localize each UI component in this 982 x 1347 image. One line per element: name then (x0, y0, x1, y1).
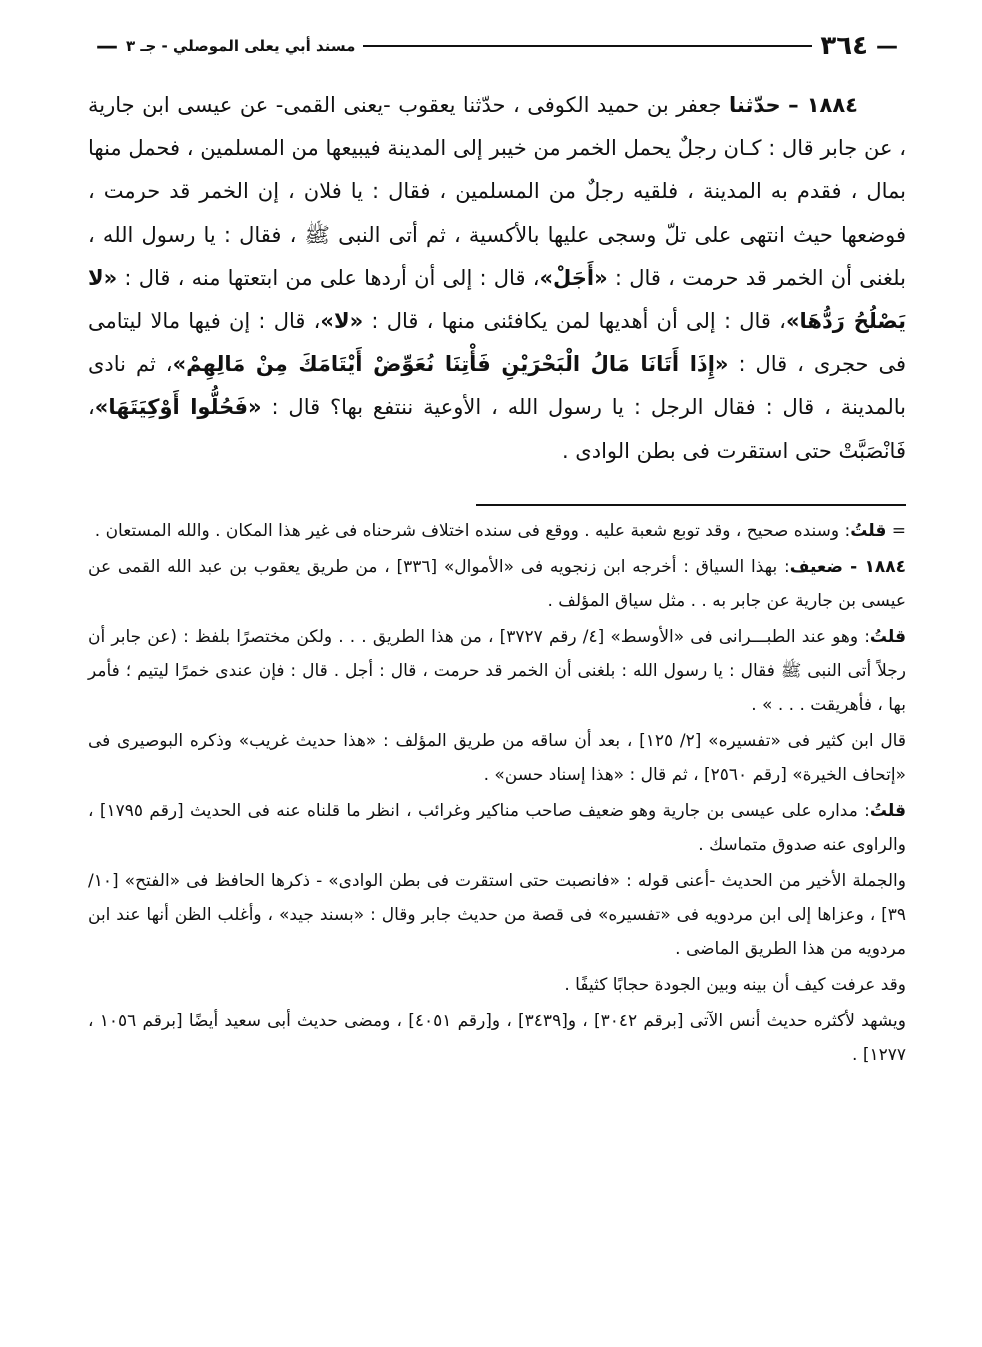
footnote-text: ويشهد لأكثره حديث أنس الآتى [برقم ٣٠٤٢] ، و[٣٤٣٩] ، و[رقم ٤٠٥١] ، ومضى حديث أبى سعيد أيضًا [برقم ١٠٥٦ ، ١٢٧٧] . (88, 1010, 907, 1065)
header-rule (363, 45, 812, 47)
footnote-1884 (88, 550, 906, 618)
prophet-quote-1: «أَجَلْ» (539, 265, 608, 290)
running-head (88, 22, 906, 70)
footnote-text: : مداره على عيسى بن جارية وهو ضعيف صاحب مناكير وغرائب ، انظر ما قلناه عنه فى الحديث [رقم ١٧٩٥] ، والراوى عنه صدوق متماسك . (88, 800, 906, 855)
hadith-text-4: ، قال : إن فيها مالا ليتامى فى حجرى ، قال : (88, 309, 906, 377)
prophet-quote-2: «لا يَصْلُحُ رَدُّهَا» (88, 265, 906, 334)
footnote-paragraph-2 (88, 620, 906, 722)
footnotes (88, 514, 906, 1072)
carryover-mark: = (891, 520, 906, 541)
book-page (88, 22, 906, 1074)
footnote-paragraph-4 (88, 794, 906, 862)
footnote-text: وقد عرفت كيف أن بينه وبين الجودة حجابًا كثيفًا . (564, 974, 906, 995)
footnote-label: قلتُ (869, 800, 906, 821)
footnote-grade-label: ١٨٨٤ - ضعيف (789, 556, 906, 577)
footnote-paragraph-7 (88, 1004, 906, 1072)
footnote-text: : وهو عند الطبـــرانى فى «الأوسط» [٤/ رقم ٣٧٢٧] ، من هذا الطريق . . . ولكن مختصرًا بلفظ : (عن جابر أن رجلاً أتى النبى ﷺ فقال : يا رسول الله : بلغنى أن الخمر قد حرمت ، قال : أجل . قال : فإن عندى خمرًا ليتيم ؛ فأمر بها ، فأهريقت . . . » . (88, 626, 906, 715)
footnote-text: قال ابن كثير فى «تفسيره» [٢/ ١٢٥] ، بعد أن ساقه من طريق المؤلف : «هذا حديث غريب» وذكره البوصيرى فى «إتحاف الخيرة» [رقم ٢٥٦٠] ، ثم قال : «هذا إسناد حسن» . (88, 730, 906, 785)
footnote-paragraph-5 (88, 864, 906, 966)
prophet-quote-4: «إِذَا أَتَانَا مَالُ الْبَحْرَيْنِ فَأْتِنَا نُعَوِّضْ أَيْتَامَكَ مِنْ مَالِهِمْ» (172, 352, 729, 377)
header-dash-right: — (876, 33, 898, 59)
prophet-quote-5: «فَحُلُّوا أَوْكِيَتَهَا» (94, 395, 262, 420)
footnote-label: قلتُ (850, 520, 887, 541)
footnote-text: والجملة الأخير من الحديث -أعنى قوله : «فانصبت حتى استقرت فى بطن الوادى» - ذكرها الحافظ فى «الفتح» [١٠/ ٣٩] ، وعزاها إلى ابن مردويه فى «تفسيره» فى قصة من حديث جابر وقال : «بسند جيد» ، وأغلب الظن أنها عند ابن مردويه من هذا الطريق الماضى . (88, 870, 906, 959)
page-number: ٣٦٤ (820, 31, 868, 61)
footnote-divider (88, 494, 906, 514)
prophet-quote-3: «لا» (320, 309, 364, 334)
header-dash-left: — (96, 33, 118, 59)
hadith-opening: حدّثنا (729, 93, 781, 117)
hadith-text-1: جعفر بن حميد الكوفى ، حدّثنا يعقوب -يعنى القمى- عن عيسى ابن جارية ، عن جابر قال : كـان رجلٌ يحمل الخمر من خيبر إلى المدينة فيبيعها من المسلمين ، فحمل منها بمال ، فقدم به المدينة ، فلقيه رجلٌ من المسلمين ، فقال : يا فلان ، إن الخمر قد حرمت ، فوضعها حيث انتهى على تلّ وسجى عليها بالأكسية ، ثم أتى النبى ﷺ ، فقال : يا رسول الله ، بلغنى أن الخمر قد حرمت ، قال : (88, 93, 906, 290)
footnote-paragraph-6 (88, 968, 906, 1002)
hadith-number: ١٨٨٤ – (788, 93, 859, 117)
hadith-text-6: ، فَانْصَبَّتْ حتى استقرت فى بطن الوادى . (88, 395, 906, 463)
footnote-text: : بهذا السياق : أخرجه ابن زنجويه فى «الأموال» [٣٣٦] ، من طريق يعقوب بن عبد الله القمى عن عيسى بن جارية عن جابر به . . مثل سياق المؤلف . (88, 556, 906, 611)
footnote-carryover (88, 514, 906, 548)
hadith-text-3: ، قال : إلى أن أهديها لمن يكافئنى منها ، قال : (371, 309, 786, 334)
hadith-main-text (88, 84, 906, 473)
footnote-text: : وسنده صحيح ، وقد توبع شعبة عليه . ووقع فى سنده اختلاف شرحناه فى غير هذا المكان . والله المستعان . (94, 520, 851, 541)
footnote-paragraph-3 (88, 724, 906, 792)
hadith-text-2: ، قال : إلى أن أردها على من ابتعتها منه ، قال : (124, 265, 540, 290)
footnote-label: قلتُ (869, 626, 906, 647)
hadith-text-5: ، ثم نادى بالمدينة ، قال : فقال الرجل : يا رسول الله ، الأوعية ننتفع بها؟ قال : (88, 352, 906, 420)
running-title: مسند أبي يعلى الموصلي - جـ ٣ (126, 37, 356, 55)
